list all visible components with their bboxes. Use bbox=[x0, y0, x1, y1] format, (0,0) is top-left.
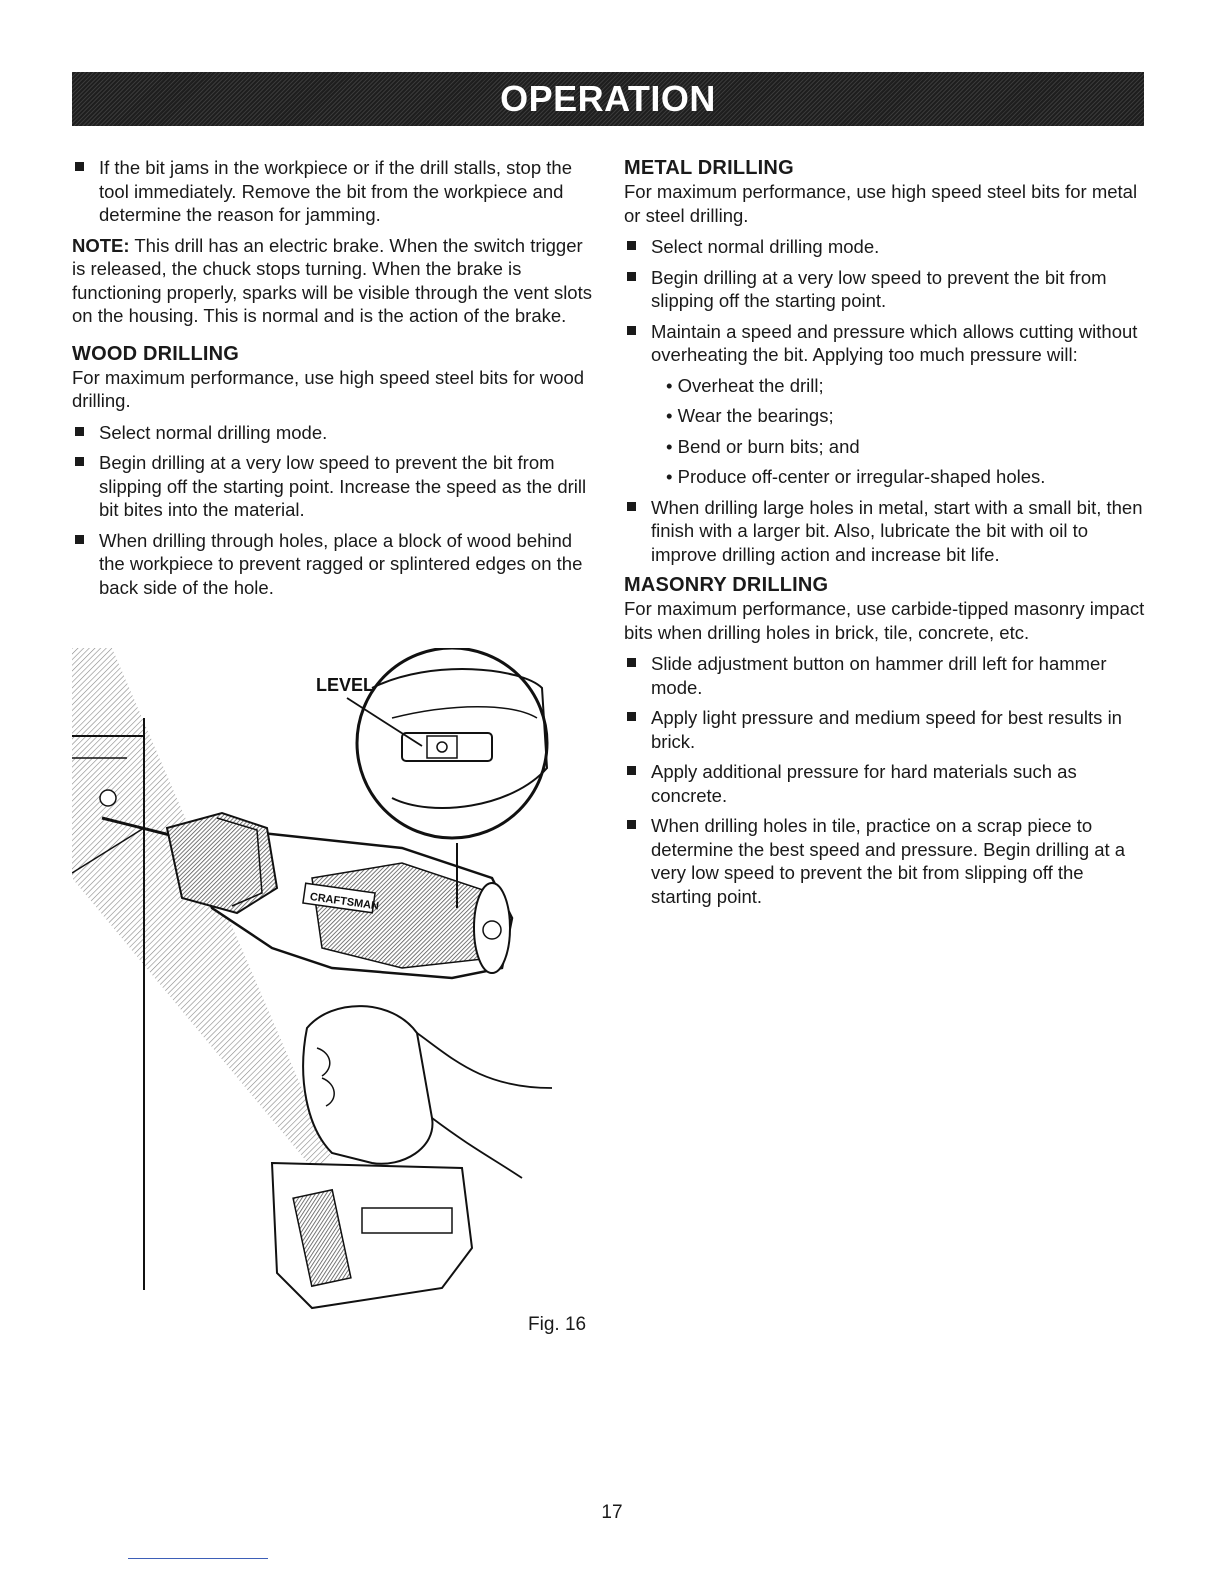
list-item-text: Select normal drilling mode. bbox=[651, 236, 880, 257]
list-item bbox=[624, 235, 1149, 259]
list-item-text: Select normal drilling mode. bbox=[99, 421, 328, 443]
list-item-text: When drilling through holes, place a block of wood behind the workpiece to prevent ragged or splintered edges on the back side of the hole. bbox=[99, 529, 583, 598]
list-item bbox=[624, 320, 1149, 367]
sub-list-item: • Bend or burn bits; and bbox=[666, 435, 860, 457]
page-number: 17 bbox=[601, 1502, 623, 1523]
list-item bbox=[624, 814, 1149, 908]
section-title: OPERATION bbox=[500, 78, 716, 119]
note-text: This drill has an electric brake. When the switch trigger is released, the chuck stops turning. When the brake is functioning properly, sparks will be visible through the vent slots on the housing. This is normal and is the action of the brake. bbox=[72, 234, 592, 326]
sub-list-item: • Produce off-center or irregular-shaped holes. bbox=[666, 466, 1046, 487]
list-item bbox=[72, 529, 592, 600]
square-bullet-icon bbox=[75, 457, 84, 466]
list-item-text: When drilling large holes in metal, start with a small bit, then finish with a larger bit. Also, lubricate the bit with oil to improve drilling action and increase bit life. bbox=[651, 496, 1143, 565]
list-item bbox=[72, 421, 592, 445]
section-intro: For maximum performance, use high speed steel bits for wood drilling. bbox=[72, 366, 585, 411]
brand-label: CRAFTSMAN bbox=[309, 890, 380, 913]
square-bullet-icon bbox=[627, 326, 636, 335]
section-heading-metal: METAL DRILLING bbox=[624, 157, 794, 179]
section-heading-wood: WOOD DRILLING bbox=[72, 342, 240, 365]
square-bullet-icon bbox=[627, 820, 636, 829]
left-column bbox=[72, 156, 592, 606]
list-item-text: Apply additional pressure for hard materials such as concrete. bbox=[651, 761, 1077, 806]
level-callout-label: LEVEL bbox=[316, 675, 375, 695]
square-bullet-icon bbox=[627, 658, 636, 667]
square-bullet-icon bbox=[627, 272, 636, 281]
list-item-text: Slide adjustment button on hammer drill left for hammer mode. bbox=[651, 653, 1107, 698]
list-item-text: Begin drilling at a very low speed to prevent the bit from slipping off the starting point. Increase the speed as the drill bit bites into the material. bbox=[99, 452, 587, 520]
list-item bbox=[624, 706, 1149, 753]
list-item bbox=[72, 451, 592, 522]
figure-caption: Fig. 16 bbox=[528, 1314, 587, 1335]
list-item bbox=[624, 496, 1149, 567]
list-item bbox=[72, 156, 592, 227]
note-paragraph bbox=[72, 234, 592, 328]
hand bbox=[303, 1006, 552, 1178]
square-bullet-icon bbox=[75, 162, 84, 171]
sub-list-item: • Overheat the drill; bbox=[666, 374, 824, 396]
square-bullet-icon bbox=[75, 427, 84, 436]
square-bullet-icon bbox=[627, 502, 636, 511]
note-label: NOTE: bbox=[72, 234, 130, 256]
drill-chuck bbox=[167, 813, 277, 913]
list-item bbox=[624, 652, 1149, 699]
drill-illustration bbox=[72, 648, 592, 1318]
section-heading-masonry: MASONRY DRILLING bbox=[624, 574, 829, 596]
square-bullet-icon bbox=[75, 535, 84, 544]
battery-pack bbox=[272, 1163, 472, 1308]
list-item bbox=[624, 266, 1149, 313]
right-column bbox=[624, 156, 1149, 915]
list-item-text: Apply light pressure and medium speed for best results in brick. bbox=[651, 707, 1122, 752]
list-item bbox=[624, 760, 1149, 807]
list-item-text: Begin drilling at a very low speed to prevent the bit from slipping off the starting point. bbox=[651, 266, 1107, 311]
list-item-text: If the bit jams in the workpiece or if the drill stalls, stop the tool immediately. Remove the bit from the workpiece and determine the reason for jamming. bbox=[99, 157, 572, 225]
list-item-text: Maintain a speed and pressure which allows cutting without overheating the bit. Applying too much pressure will: bbox=[651, 320, 1138, 365]
square-bullet-icon bbox=[627, 766, 636, 775]
square-bullet-icon bbox=[627, 712, 636, 721]
section-intro: For maximum performance, use high speed steel bits for metal or steel drilling. bbox=[624, 181, 1138, 226]
square-bullet-icon bbox=[627, 241, 636, 250]
section-header-bar bbox=[72, 72, 1144, 126]
footer-rule bbox=[128, 1558, 268, 1559]
sub-list-item: • Wear the bearings; bbox=[666, 405, 834, 426]
section-intro: For maximum performance, use carbide-tipped masonry impact bits when drilling holes in brick, tile, concrete, etc. bbox=[624, 598, 1145, 643]
list-item-text: When drilling holes in tile, practice on a scrap piece to determine the best speed and pressure. Begin drilling at a very low speed to prevent the bit from slipping off the starting point. bbox=[651, 815, 1126, 907]
